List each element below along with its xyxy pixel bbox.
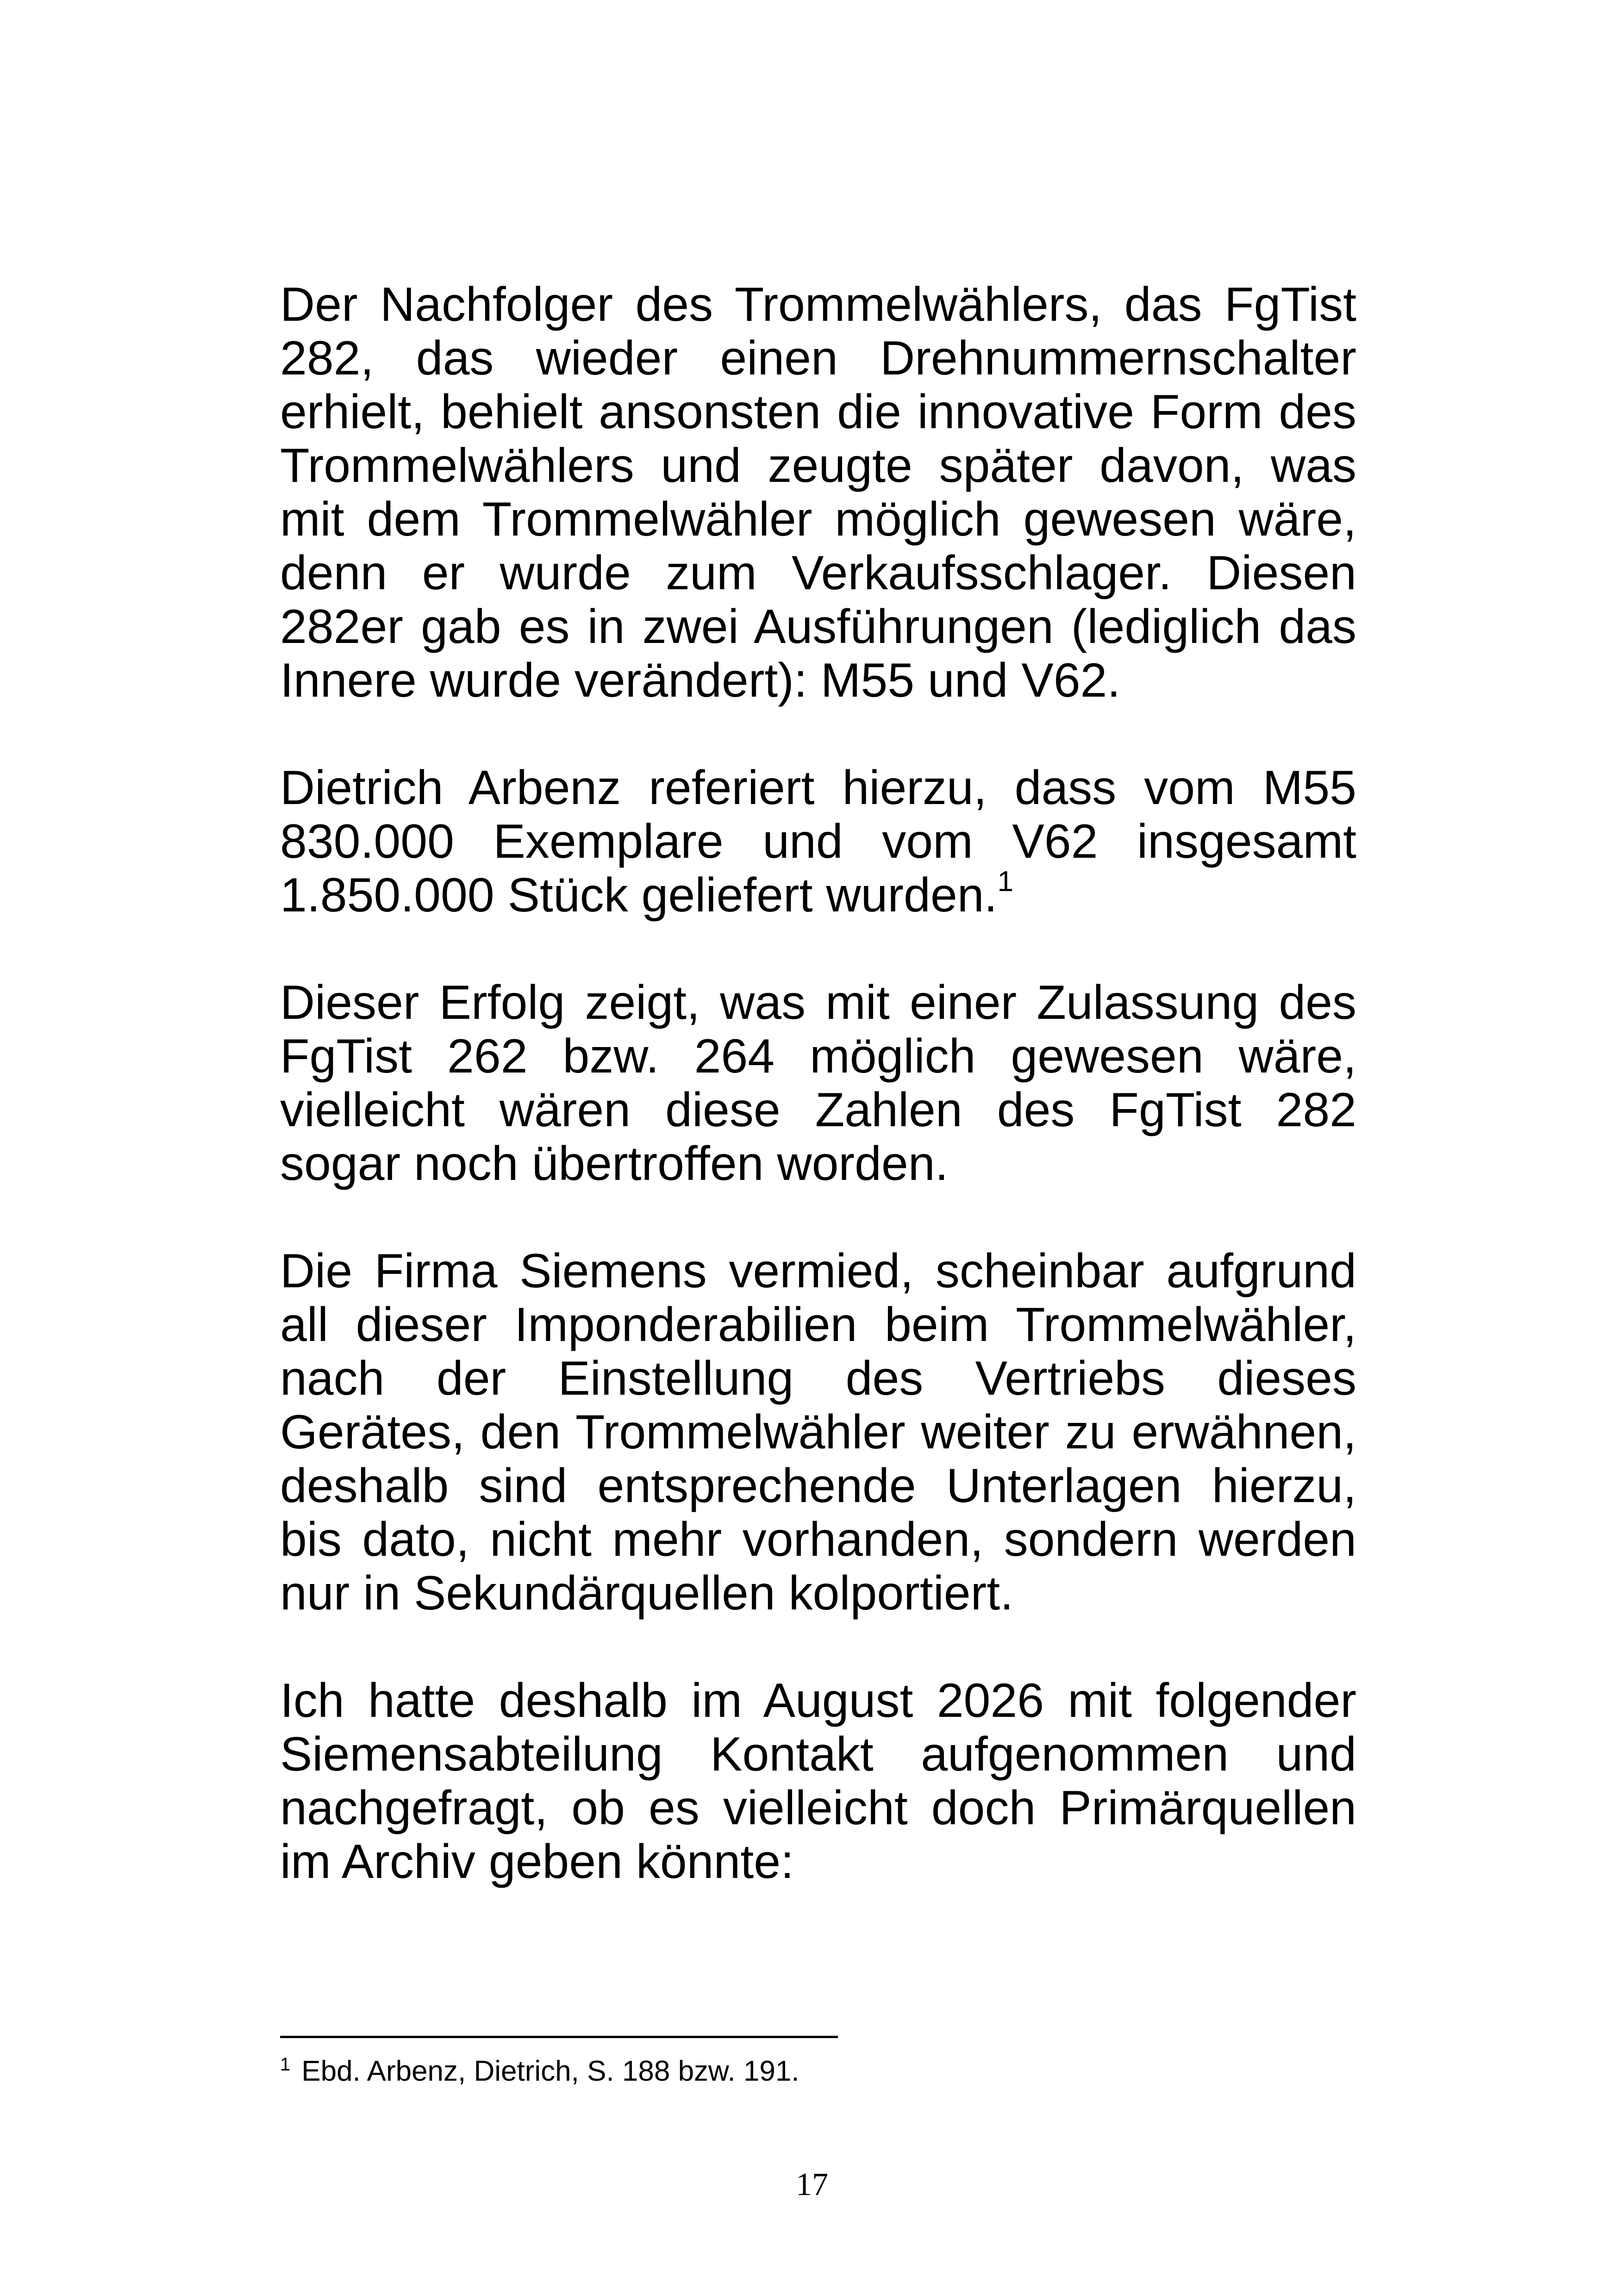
footnote-separator <box>280 2036 838 2038</box>
paragraph-4: Die Firma Siemens vermied, scheinbar aufgrund all dieser Imponderabilien beim Trommelwähler, nach der Einstellung des Vertriebs dieses Gerätes, den Trommelwähler weiter zu erwähnen, deshalb sind entsprechende Unterlagen hierzu, bis dato, nicht mehr vorhanden, sondern werden nur in Sekundärquellen kolportiert. <box>280 1244 1356 1620</box>
body-text <box>280 278 1356 1942</box>
footnote-text: Ebd. Arbenz, Dietrich, S. 188 bzw. 191. <box>301 2055 800 2087</box>
page-number: 17 <box>796 2167 828 2202</box>
paragraph-5: Ich hatte deshalb im August 2026 mit folgender Siemensabteilung Kontakt aufgenommen und nachgefragt, ob es vielleicht doch Primärquellen im Archiv geben könnte: <box>280 1674 1356 1889</box>
footnote-reference: 1 <box>997 866 1013 898</box>
paragraph-2 <box>280 761 1356 922</box>
paragraph-2-text: Dietrich Arbenz referiert hierzu, dass vom M55 830.000 Exemplare und vom V62 insgesamt 1.850.000 Stück geliefert wurden. <box>280 761 1356 922</box>
footnote <box>280 2053 1356 2090</box>
paragraph-3: Dieser Erfolg zeigt, was mit einer Zulassung des FgTist 262 bzw. 264 möglich gewesen wäre, vielleicht wären diese Zahlen des FgTist 282 sogar noch übertroffen worden. <box>280 976 1356 1191</box>
paragraph-1: Der Nachfolger des Trommelwählers, das FgTist 282, das wieder einen Drehnummernschalter erhielt, behielt ansonsten die innovative Form des Trommelwählers und zeugte später davon, was mit dem Trommelwähler möglich gewesen wäre, denn er wurde zum Verkaufsschlager. Diesen 282er gab es in zwei Ausführungen (lediglich das Innere wurde verändert): M55 und V62. <box>280 278 1356 707</box>
footnote-marker: 1 <box>280 2054 291 2075</box>
